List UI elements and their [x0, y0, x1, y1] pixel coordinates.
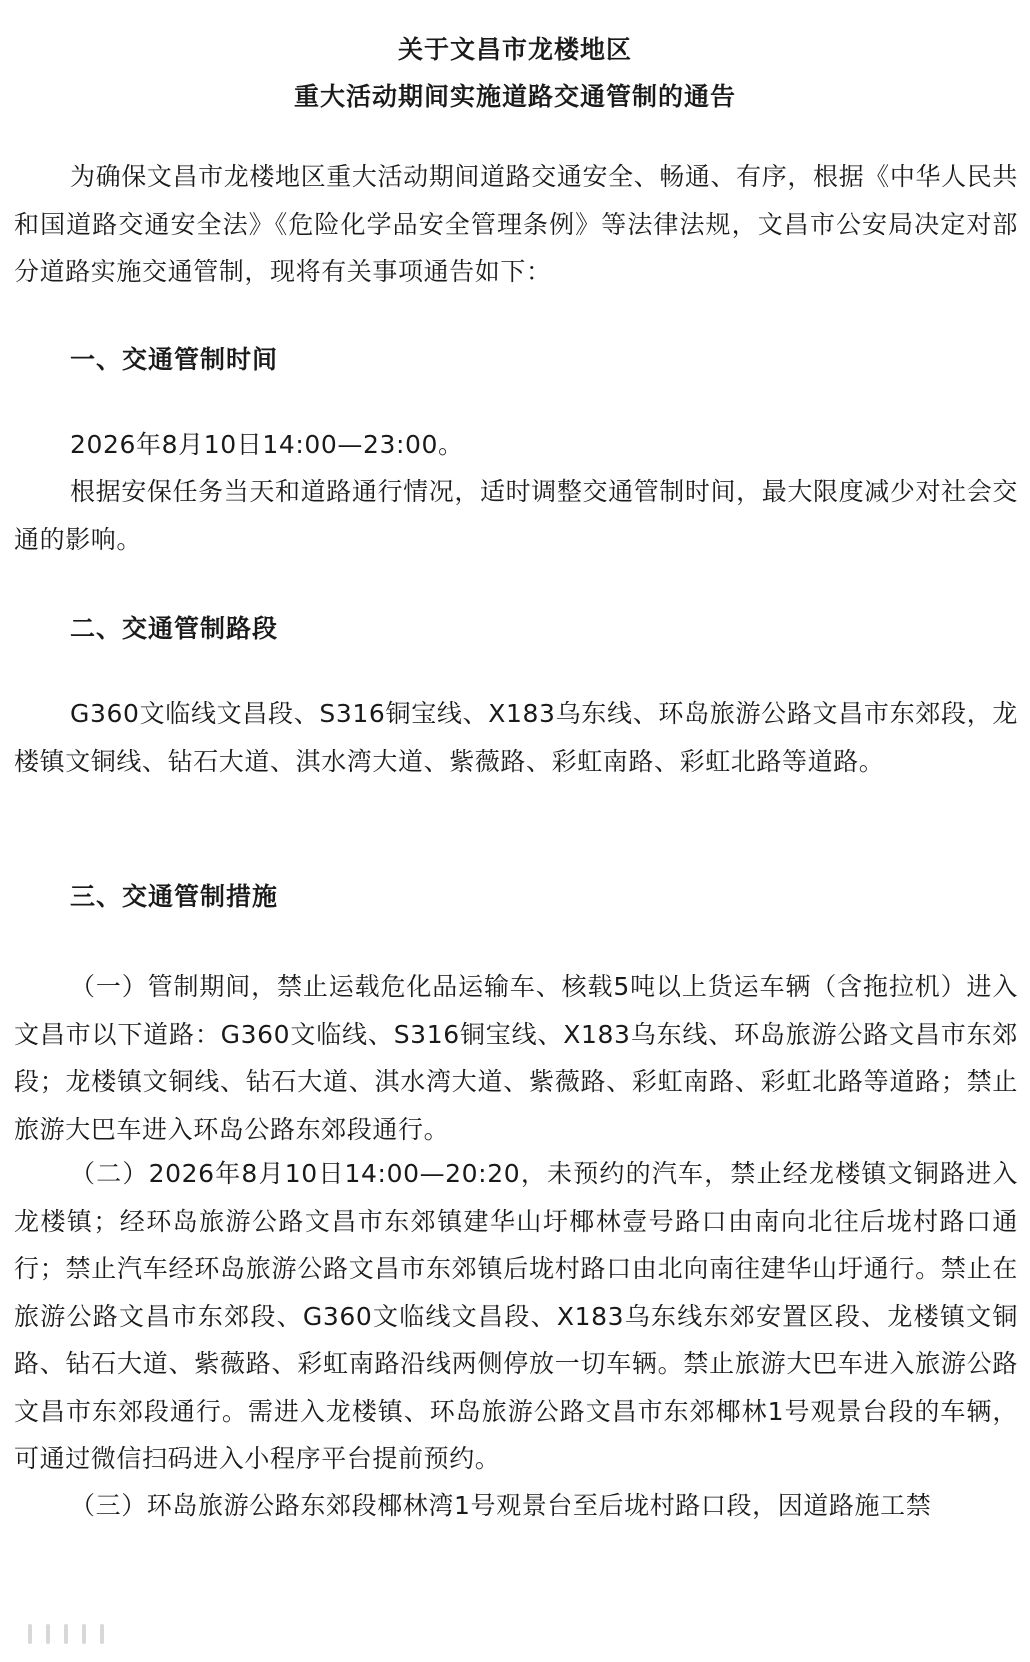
watermark-bar: [64, 1624, 68, 1644]
section3-item1: （一）管制期间，禁止运载危化品运输车、核载5吨以上货运车辆（含拖拉机）进入文昌市以下道路：G360文临线、S316铜宝线、X183乌东线、环岛旅游公路文昌市东郊段；龙楼镇文铜线、钻石大道、淇水湾大道、紫薇路、彩虹南路、彩虹北路等道路；禁止旅游大巴车进入环岛公路东郊段通行。: [14, 972, 1018, 1144]
section1-time: 2026年8月10日14:00—23:00。: [70, 430, 464, 459]
section1-note: 根据安保任务当天和道路通行情况，适时调整交通管制时间，最大限度减少对社会交通的影响。: [14, 477, 1018, 554]
watermark-bar: [28, 1624, 32, 1644]
section2-roads: G360文临线文昌段、S316铜宝线、X183乌东线、环岛旅游公路文昌市东郊段，龙楼镇文铜线、钻石大道、淇水湾大道、紫薇路、彩虹南路、彩虹北路等道路。: [14, 699, 1018, 776]
section2-heading: 二、交通管制路段: [70, 614, 279, 643]
watermark-bar: [82, 1624, 86, 1644]
document-title-line2: 重大活动期间实施道路交通管制的通告: [293, 82, 736, 111]
document-title-line1: 关于文昌市龙楼地区: [397, 35, 632, 64]
watermark-bar: [46, 1624, 50, 1644]
watermark-bar: [100, 1624, 104, 1644]
section1-heading: 一、交通管制时间: [70, 345, 279, 374]
section3-item2: （二）2026年8月10日14:00—20:20，未预约的汽车，禁止经龙楼镇文铜路进入龙楼镇；经环岛旅游公路文昌市东郊镇建华山圩椰林壹号路口由南向北往后垅村路口通行；禁止汽车经环岛旅游公路文昌市东郊镇后垅村路口由北向南往建华山圩通行。禁止在旅游公路文昌市东郊段、G360文临线文昌段、X183乌东线东郊安置区段、龙楼镇文铜路、钻石大道、紫薇路、彩虹南路沿线两侧停放一切车辆。禁止旅游大巴车进入旅游公路文昌市东郊段通行。需进入龙楼镇、环岛旅游公路文昌市东郊椰林1号观景台段的车辆，可通过微信扫码进入小程序平台提前预约。: [14, 1159, 1018, 1473]
section3-item3: （三）环岛旅游公路东郊段椰林湾1号观景台至后垅村路口段，因道路施工禁: [70, 1491, 932, 1520]
watermark-bars: [28, 1624, 104, 1644]
section3-heading: 三、交通管制措施: [70, 882, 279, 911]
intro-paragraph: 为确保文昌市龙楼地区重大活动期间道路交通安全、畅通、有序，根据《中华人民共和国道路交通安全法》《危险化学品安全管理条例》等法律法规，文昌市公安局决定对部分道路实施交通管制，现将有关事项通告如下：: [14, 162, 1018, 286]
